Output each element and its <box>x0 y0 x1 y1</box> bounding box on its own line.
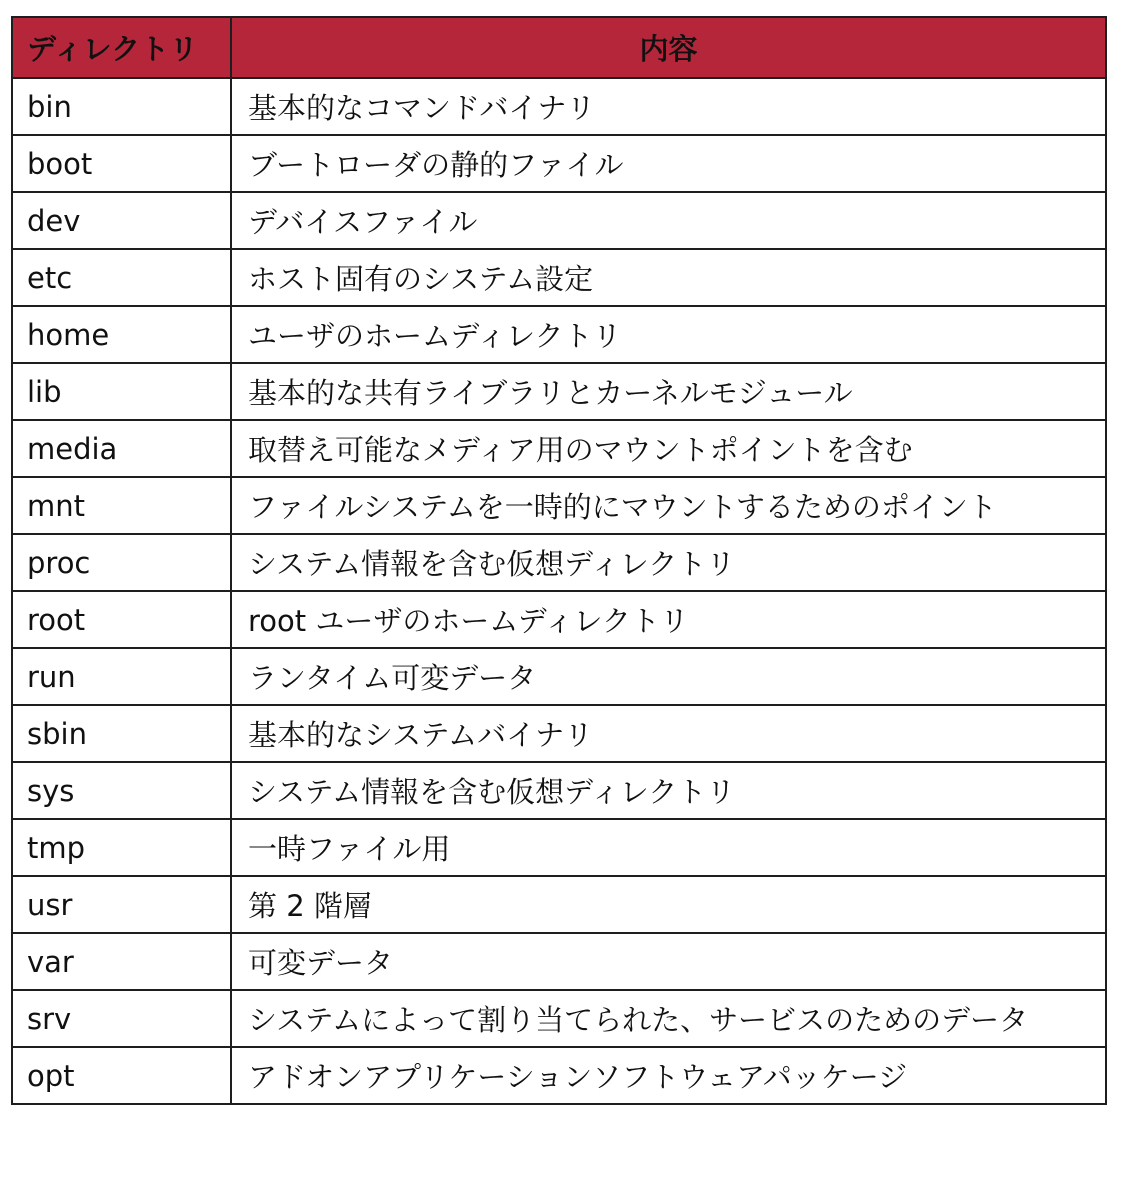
table-row <box>12 1047 1106 1104</box>
directory-cell: lib <box>12 363 231 420</box>
directory-cell: tmp <box>12 819 231 876</box>
description-cell: システムによって割り当てられた、サービスのためのデータ <box>231 990 1106 1047</box>
description-cell: 第 2 階層 <box>231 876 1106 933</box>
description-cell: デバイスファイル <box>231 192 1106 249</box>
directory-cell: root <box>12 591 231 648</box>
table-row <box>12 819 1106 876</box>
table-row <box>12 876 1106 933</box>
directory-cell: boot <box>12 135 231 192</box>
description-cell: ブートローダの静的ファイル <box>231 135 1106 192</box>
directory-cell: etc <box>12 249 231 306</box>
table-row <box>12 705 1106 762</box>
directory-cell: opt <box>12 1047 231 1104</box>
description-cell: ユーザのホームディレクトリ <box>231 306 1106 363</box>
table-row <box>12 648 1106 705</box>
table-row <box>12 192 1106 249</box>
directory-cell: mnt <box>12 477 231 534</box>
description-cell: root ユーザのホームディレクトリ <box>231 591 1106 648</box>
description-cell: 取替え可能なメディア用のマウントポイントを含む <box>231 420 1106 477</box>
directory-cell: proc <box>12 534 231 591</box>
description-cell: システム情報を含む仮想ディレクトリ <box>231 534 1106 591</box>
header-content: 内容 <box>231 17 1106 78</box>
table-row <box>12 135 1106 192</box>
table-row <box>12 591 1106 648</box>
description-cell: システム情報を含む仮想ディレクトリ <box>231 762 1106 819</box>
header-row <box>12 17 1106 78</box>
description-cell: 基本的なコマンドバイナリ <box>231 78 1106 135</box>
directory-cell: usr <box>12 876 231 933</box>
directory-cell: var <box>12 933 231 990</box>
directory-cell: dev <box>12 192 231 249</box>
directory-table <box>11 16 1107 1105</box>
table-header <box>12 17 1106 78</box>
description-cell: 可変データ <box>231 933 1106 990</box>
directory-cell: srv <box>12 990 231 1047</box>
directory-cell: bin <box>12 78 231 135</box>
description-cell: 基本的な共有ライブラリとカーネルモジュール <box>231 363 1106 420</box>
description-cell: ホスト固有のシステム設定 <box>231 249 1106 306</box>
table-row <box>12 249 1106 306</box>
table-row <box>12 534 1106 591</box>
directory-cell: media <box>12 420 231 477</box>
directory-cell: sbin <box>12 705 231 762</box>
directory-cell: sys <box>12 762 231 819</box>
description-cell: ランタイム可変データ <box>231 648 1106 705</box>
table-row <box>12 78 1106 135</box>
table-row <box>12 306 1106 363</box>
header-directory: ディレクトリ <box>12 17 231 78</box>
table-row <box>12 990 1106 1047</box>
table-row <box>12 933 1106 990</box>
table-row <box>12 762 1106 819</box>
table-row <box>12 420 1106 477</box>
table-row <box>12 477 1106 534</box>
table-body <box>12 78 1106 1104</box>
directory-cell: home <box>12 306 231 363</box>
description-cell: 一時ファイル用 <box>231 819 1106 876</box>
description-cell: ファイルシステムを一時的にマウントするためのポイント <box>231 477 1106 534</box>
table-row <box>12 363 1106 420</box>
directory-cell: run <box>12 648 231 705</box>
description-cell: アドオンアプリケーションソフトウェアパッケージ <box>231 1047 1106 1104</box>
description-cell: 基本的なシステムバイナリ <box>231 705 1106 762</box>
